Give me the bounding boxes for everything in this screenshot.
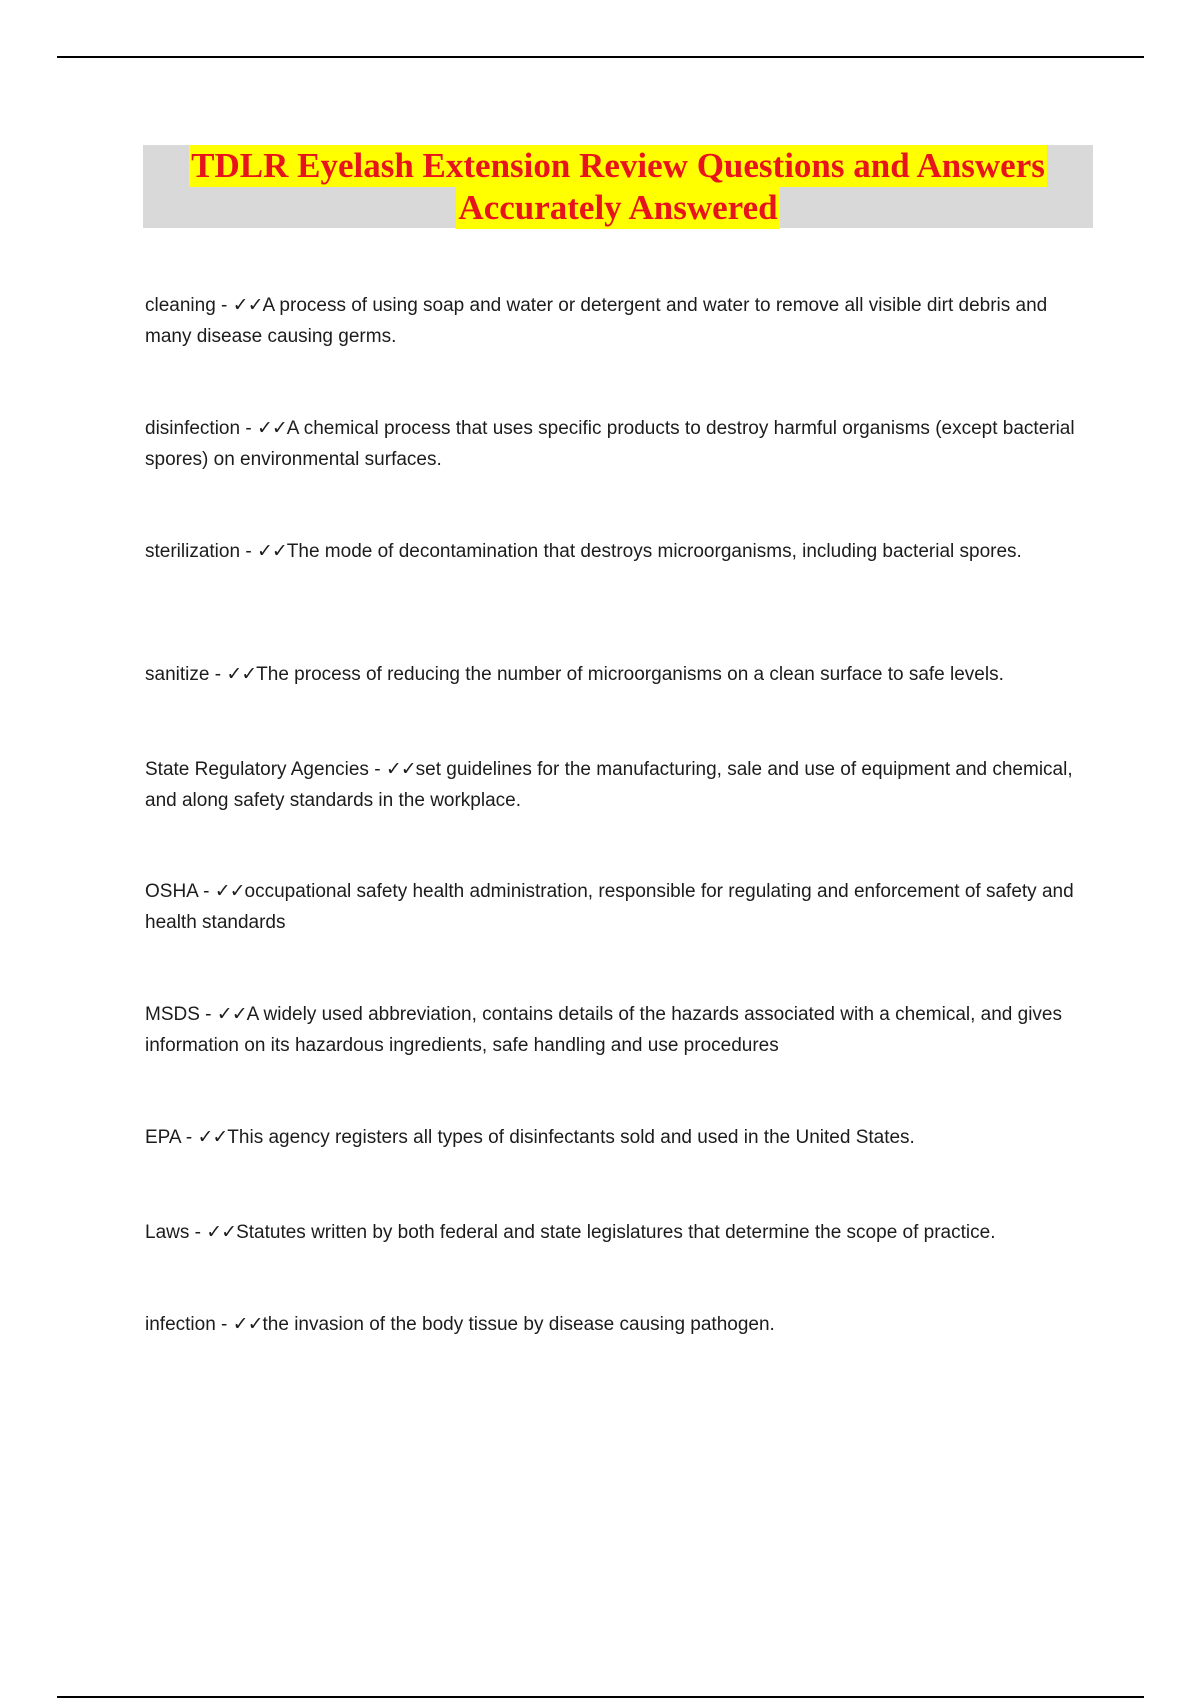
double-check-icon: ✓✓ [206,1221,237,1243]
qa-term: sanitize [145,664,210,685]
qa-separator: - [197,881,215,902]
qa-term: OSHA [145,881,198,902]
qa-entry [145,290,1090,352]
qa-term: Laws [145,1222,190,1243]
qa-term: EPA [145,1127,181,1148]
qa-definition: A chemical process that uses specific products to destroy harmful organisms (except bacterial spores) on environmental surfaces. [145,418,1075,470]
double-check-icon: ✓✓ [226,663,257,685]
qa-entry [145,1217,1090,1248]
qa-entry [145,999,1090,1061]
qa-entry [145,1309,1090,1340]
qa-definition: The process of reducing the number of microorganisms on a clean surface to safe levels. [256,664,1004,685]
qa-term: sterilization [145,541,241,562]
double-check-icon: ✓✓ [232,1313,263,1335]
qa-separator: - [215,1314,233,1335]
qa-separator: - [189,1222,207,1243]
qa-entry [145,876,1090,938]
qa-term: infection [145,1314,216,1335]
qa-definition: Statutes written by both federal and state legislatures that determine the scope of practice. [236,1222,996,1243]
double-check-icon: ✓✓ [385,758,416,780]
double-check-icon: ✓✓ [256,417,287,439]
double-check-icon: ✓✓ [197,1126,228,1148]
qa-definition: the invasion of the body tissue by disease causing pathogen. [262,1314,775,1335]
qa-separator: - [180,1127,198,1148]
qa-term: disinfection [145,418,241,439]
qa-entry [145,413,1090,475]
qa-term: MSDS [145,1004,200,1025]
qa-term: cleaning [145,295,216,316]
header-rule [57,56,1144,58]
page-title-line-1: TDLR Eyelash Extension Review Questions and Answers [191,145,1045,185]
footer-rule [57,1696,1144,1698]
qa-definition: occupational safety health administration, responsible for regulating and enforcement of safety and health standards [145,881,1074,933]
qa-definition: This agency registers all types of disinfectants sold and used in the United States. [227,1127,915,1148]
qa-definition: The mode of decontamination that destroys microorganisms, including bacterial spores. [286,541,1022,562]
qa-entry [145,659,1090,690]
double-check-icon: ✓✓ [232,294,263,316]
qa-definition: set guidelines for the manufacturing, sale and use of equipment and chemical, and along safety standards in the workplace. [145,759,1073,811]
qa-term: State Regulatory Agencies [145,759,369,780]
qa-separator: - [368,759,386,780]
qa-separator: - [240,541,257,562]
double-check-icon: ✓✓ [214,880,245,902]
qa-entry [145,536,1090,567]
title-block [143,145,1093,228]
qa-separator: - [199,1004,217,1025]
qa-definition: A process of using soap and water or detergent and water to remove all visible dirt debris and many disease causing germs. [145,295,1048,347]
qa-entry [145,754,1090,816]
qa-separator: - [209,664,227,685]
qa-entry [145,1122,1090,1153]
double-check-icon: ✓✓ [256,540,287,562]
page-title-line-2: Accurately Answered [458,187,778,227]
double-check-icon: ✓✓ [216,1003,247,1025]
qa-definition: A widely used abbreviation, contains details of the hazards associated with a chemical, and gives information on its hazardous ingredients, safe handling and use procedures [145,1004,1062,1056]
qa-separator: - [215,295,233,316]
qa-separator: - [240,418,257,439]
